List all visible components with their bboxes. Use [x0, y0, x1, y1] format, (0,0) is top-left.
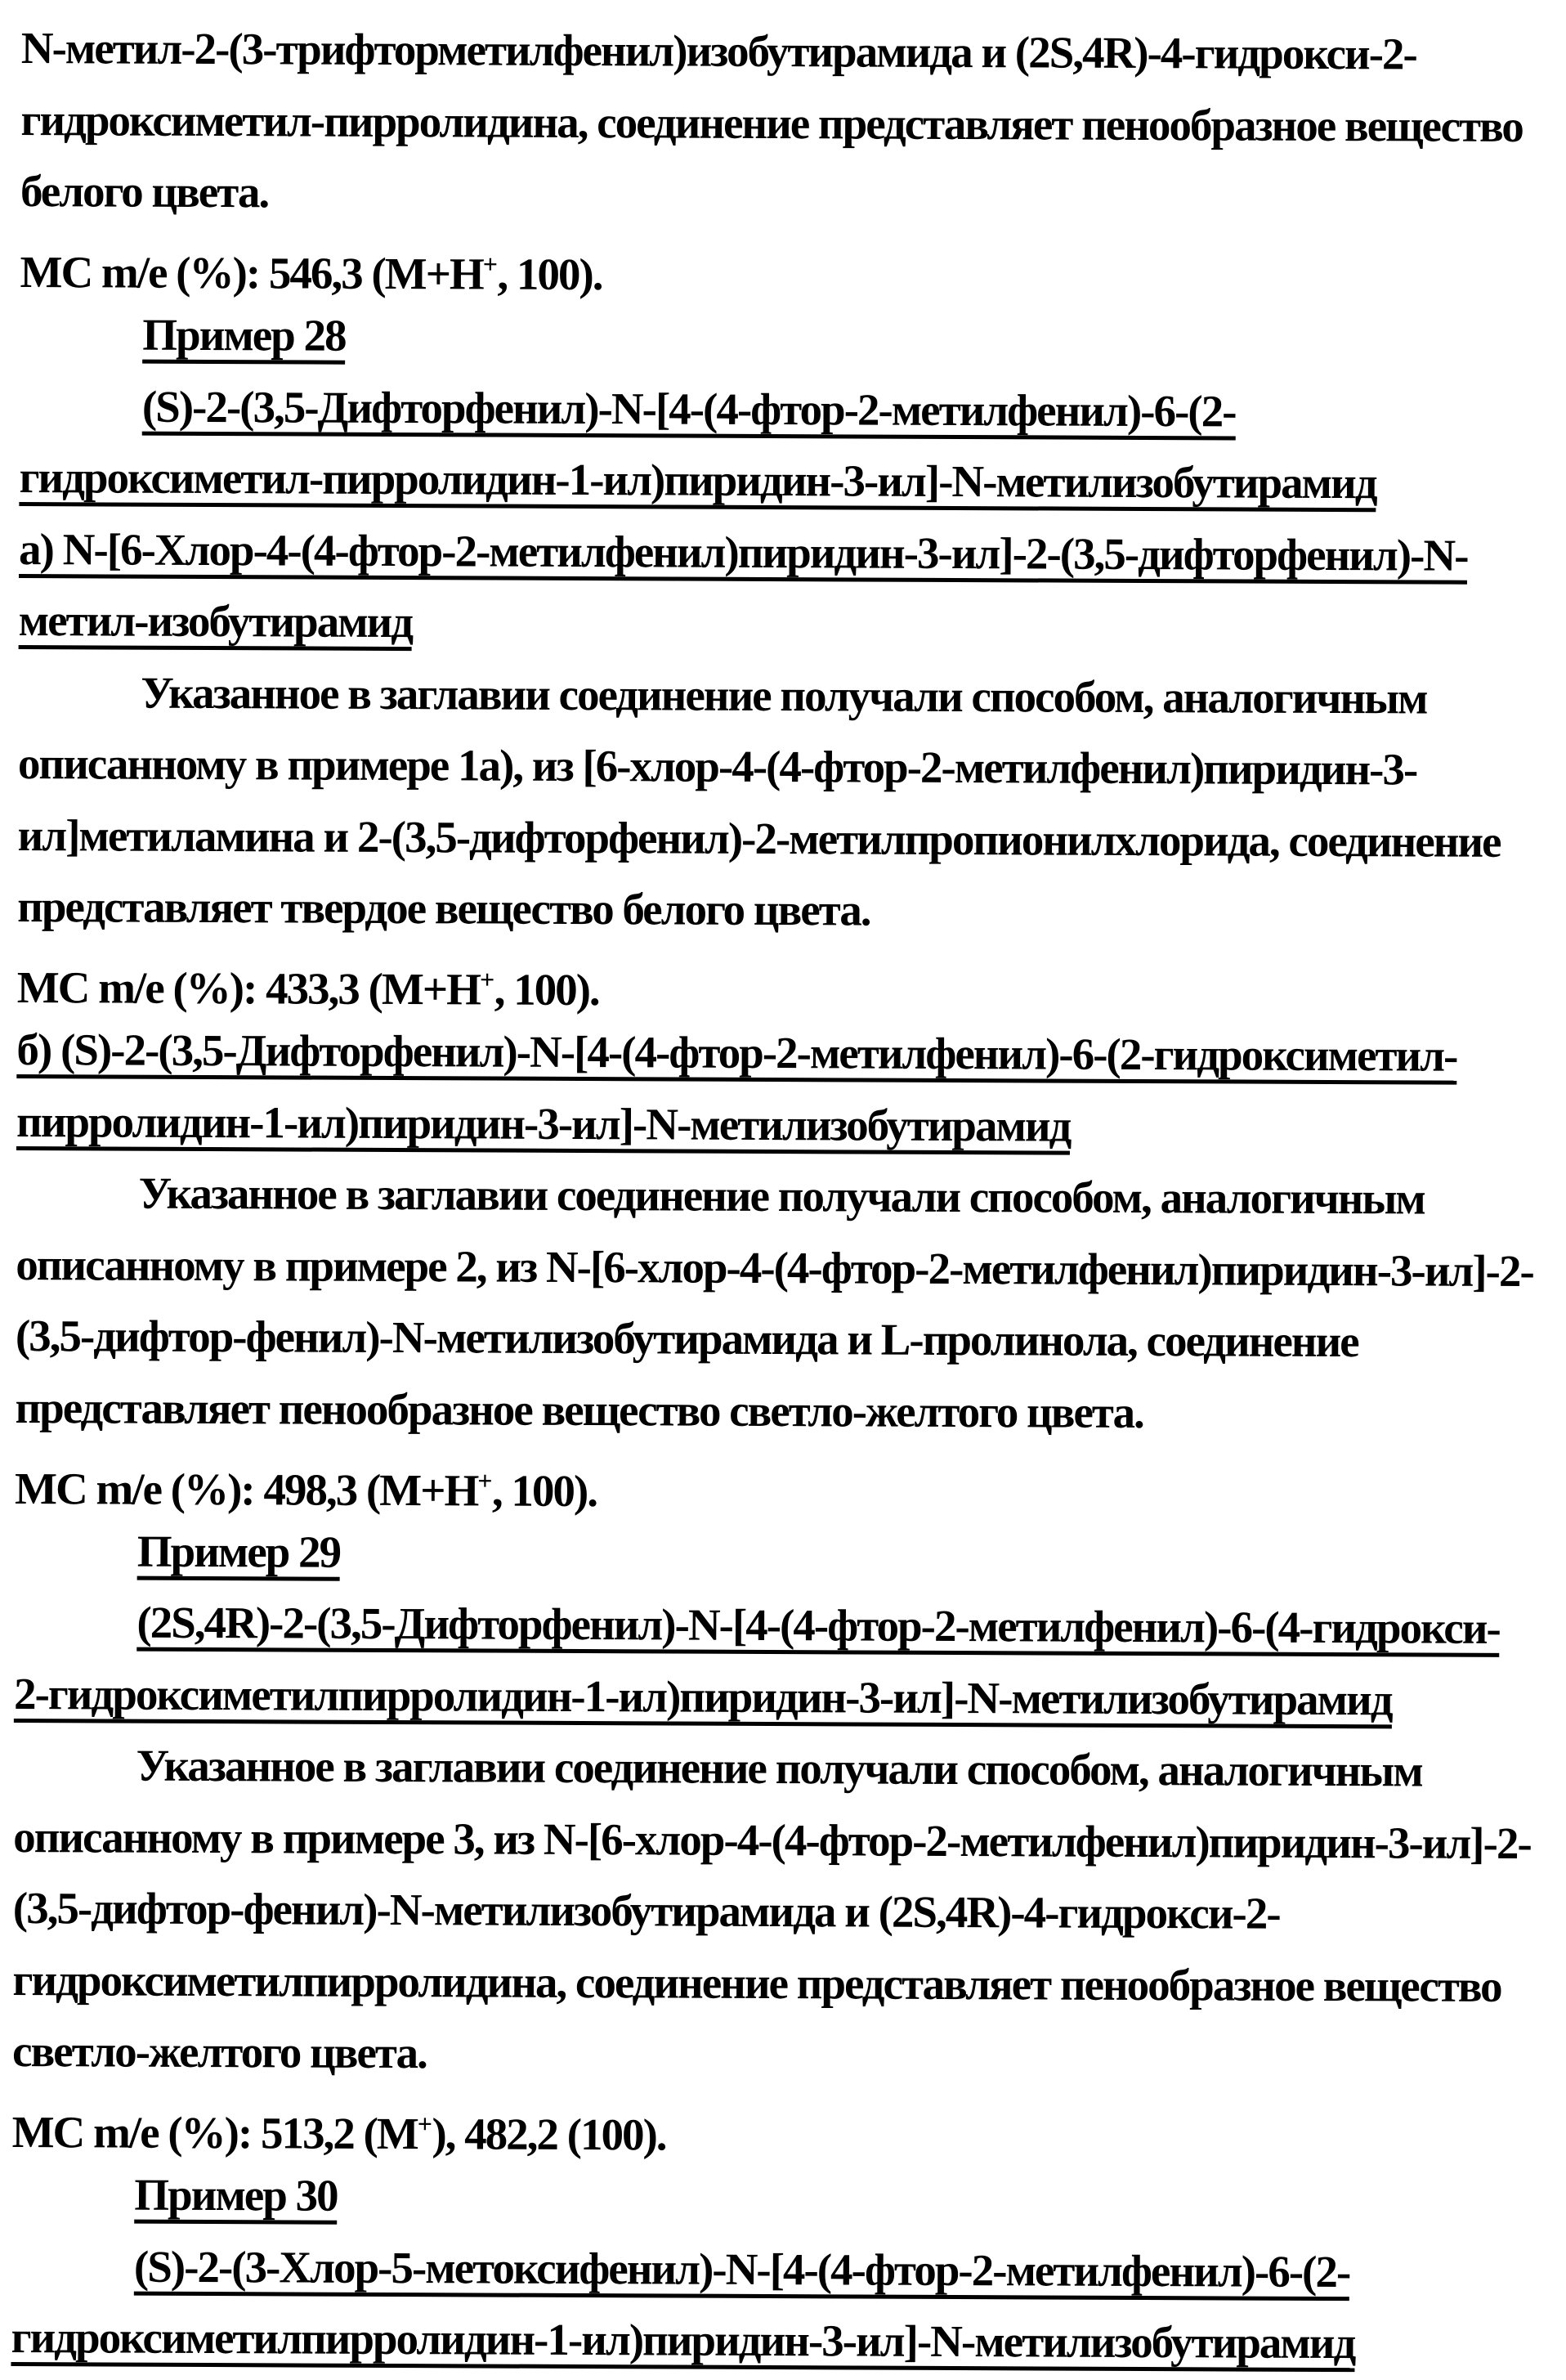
underlined-text-run: б) (S)-2-(3,5-Дифторфенил)-N-[4-(4-фтор-2-метилфенил)-6-(2-гидроксиметил-	[16, 1024, 1456, 1085]
underlined-text-run: а) N-[6-Хлор-4-(4-фтор-2-метилфенил)пиридин-3-ил]-2-(3,5-дифторфенил)-N-	[19, 523, 1468, 584]
text-line	[14, 1586, 1552, 1665]
text-line	[20, 370, 1558, 448]
underlined-text-run: (S)-2-(3,5-Дифторфенил)-N-[4-(4-фтор-2-метилфенил)-6-(2-	[142, 381, 1236, 440]
underlined-text-run: пирролидин-1-ил)пиридин-3-ил]-N-метилизобутирамид	[16, 1096, 1071, 1154]
text-line	[16, 1014, 1555, 1092]
text-line	[17, 871, 1555, 949]
text-run: представляет пенообразное вещество светло-желтого цвета.	[15, 1382, 1143, 1437]
text-line	[11, 2158, 1550, 2237]
text-run: описанному в примере 2, из N-[6-хлор-4-(4-фтор-2-метилфенил)пиридин-3-ил]-2-	[16, 1239, 1533, 1296]
text-run: МС m/e (%): 433,3 (М+Н+, 100).	[16, 962, 599, 1015]
text-line	[18, 728, 1556, 806]
text-line	[13, 1872, 1551, 1951]
underlined-text-run: гидроксиметилпирролидин-1-ил)пиридин-3-ил]-N-метилизобутирамид	[11, 2312, 1354, 2372]
text-line	[19, 513, 1557, 591]
text-run: Указанное в заглавии соединение получали способом, аналогичным	[141, 667, 1427, 724]
underlined-text-run: Пример 29	[137, 1526, 341, 1580]
text-line	[12, 1943, 1550, 2022]
text-line	[19, 585, 1557, 663]
text-line	[12, 2086, 1550, 2165]
text-line	[14, 1657, 1552, 1736]
text-run: Указанное в заглавии соединение получали способом, аналогичным	[136, 1740, 1422, 1796]
superscript-plus: +	[477, 1466, 493, 1495]
text-line	[13, 1800, 1551, 1879]
text-line	[17, 799, 1555, 877]
text-run: описанному в примере 1а), из [6-хлор-4-(4-фтор-2-метилфенил)пиридин-3-	[17, 737, 1417, 795]
text-run: светло-желтого цвета.	[11, 2025, 427, 2078]
text-line	[18, 656, 1556, 734]
underlined-text-run: (S)-2-(3-Хлор-5-метоксифенил)-N-[4-(4-фтор-2-метилфенил)-6-(2-	[134, 2241, 1350, 2300]
text-run: гидроксиметил-пирролидина, соединение представляет пенообразное вещество	[20, 94, 1523, 151]
text-line	[20, 155, 1559, 234]
text-line	[21, 12, 1559, 91]
text-run: ил]метиламина и 2-(3,5-дифторфенил)-2-метилпропионилхлорида, соединение	[17, 809, 1501, 867]
underlined-text-run: (2S,4R)-2-(3,5-Дифторфенил)-N-[4-(4-фтор-2-метилфенил)-6-(4-гидрокси-	[136, 1598, 1500, 1657]
text-run: МС m/e (%): 498,3 (М+Н+, 100).	[14, 1463, 597, 1516]
text-line	[20, 298, 1558, 377]
underlined-text-run: метил-изобутирамид	[19, 595, 413, 651]
text-line	[20, 226, 1558, 305]
text-run: представляет твердое вещество белого цвета.	[17, 881, 870, 935]
text-line	[16, 1157, 1555, 1235]
text-line	[16, 1300, 1554, 1378]
text-run: белого цвета.	[20, 165, 269, 217]
text-line	[15, 1443, 1553, 1522]
underlined-text-run: гидроксиметил-пирролидин-1-ил)пиридин-3-ил]-N-метилизобутирамид	[19, 452, 1376, 512]
text-line	[13, 1729, 1551, 1808]
superscript-plus: +	[479, 965, 494, 995]
text-line	[16, 1085, 1555, 1163]
text-run: гидроксиметилпирролидина, соединение представляет пенообразное вещество	[12, 1954, 1501, 2011]
text-run: Указанное в заглавии соединение получали способом, аналогичным	[138, 1168, 1425, 1224]
text-run: описанному в примере 3, из N-[6-хлор-4-(4-фтор-2-метилфенил)пиридин-3-ил]-2-	[13, 1811, 1531, 1868]
superscript-plus: +	[417, 2109, 432, 2139]
text-line	[15, 1514, 1553, 1593]
text-line	[11, 2230, 1550, 2308]
underlined-text-run: Пример 30	[134, 2170, 338, 2225]
text-run: (3,5-дифтор-фенил)-N-метилизобутирамида и L-пролинола, соединение	[15, 1310, 1358, 1367]
text-line	[19, 441, 1557, 520]
text-run: (3,5-дифтор-фенил)-N-метилизобутирамида и (2S,4R)-4-гидрокси-2-	[12, 1882, 1280, 1939]
text-run: МС m/e (%): 513,2 (М+), 482,2 (100).	[11, 2107, 666, 2160]
text-line	[20, 83, 1559, 162]
text-line	[15, 1371, 1553, 1450]
document-text-block	[11, 12, 1559, 2380]
text-run: N-метил-2-(3-трифторметилфенил)изобутирамида и (2S,4R)-4-гидрокси-2-	[20, 22, 1416, 79]
text-line	[11, 2302, 1549, 2380]
text-run: МС m/e (%): 546,3 (М+Н+, 100).	[20, 247, 602, 300]
superscript-plus: +	[482, 249, 498, 280]
underlined-text-run: Пример 28	[142, 310, 346, 365]
underlined-text-run: 2-гидроксиметилпирролидин-1-ил)пиридин-3-ил]-N-метилизобутирамид	[14, 1668, 1392, 1728]
text-line	[12, 2015, 1550, 2094]
text-line	[16, 1228, 1554, 1307]
text-line	[17, 942, 1555, 1020]
